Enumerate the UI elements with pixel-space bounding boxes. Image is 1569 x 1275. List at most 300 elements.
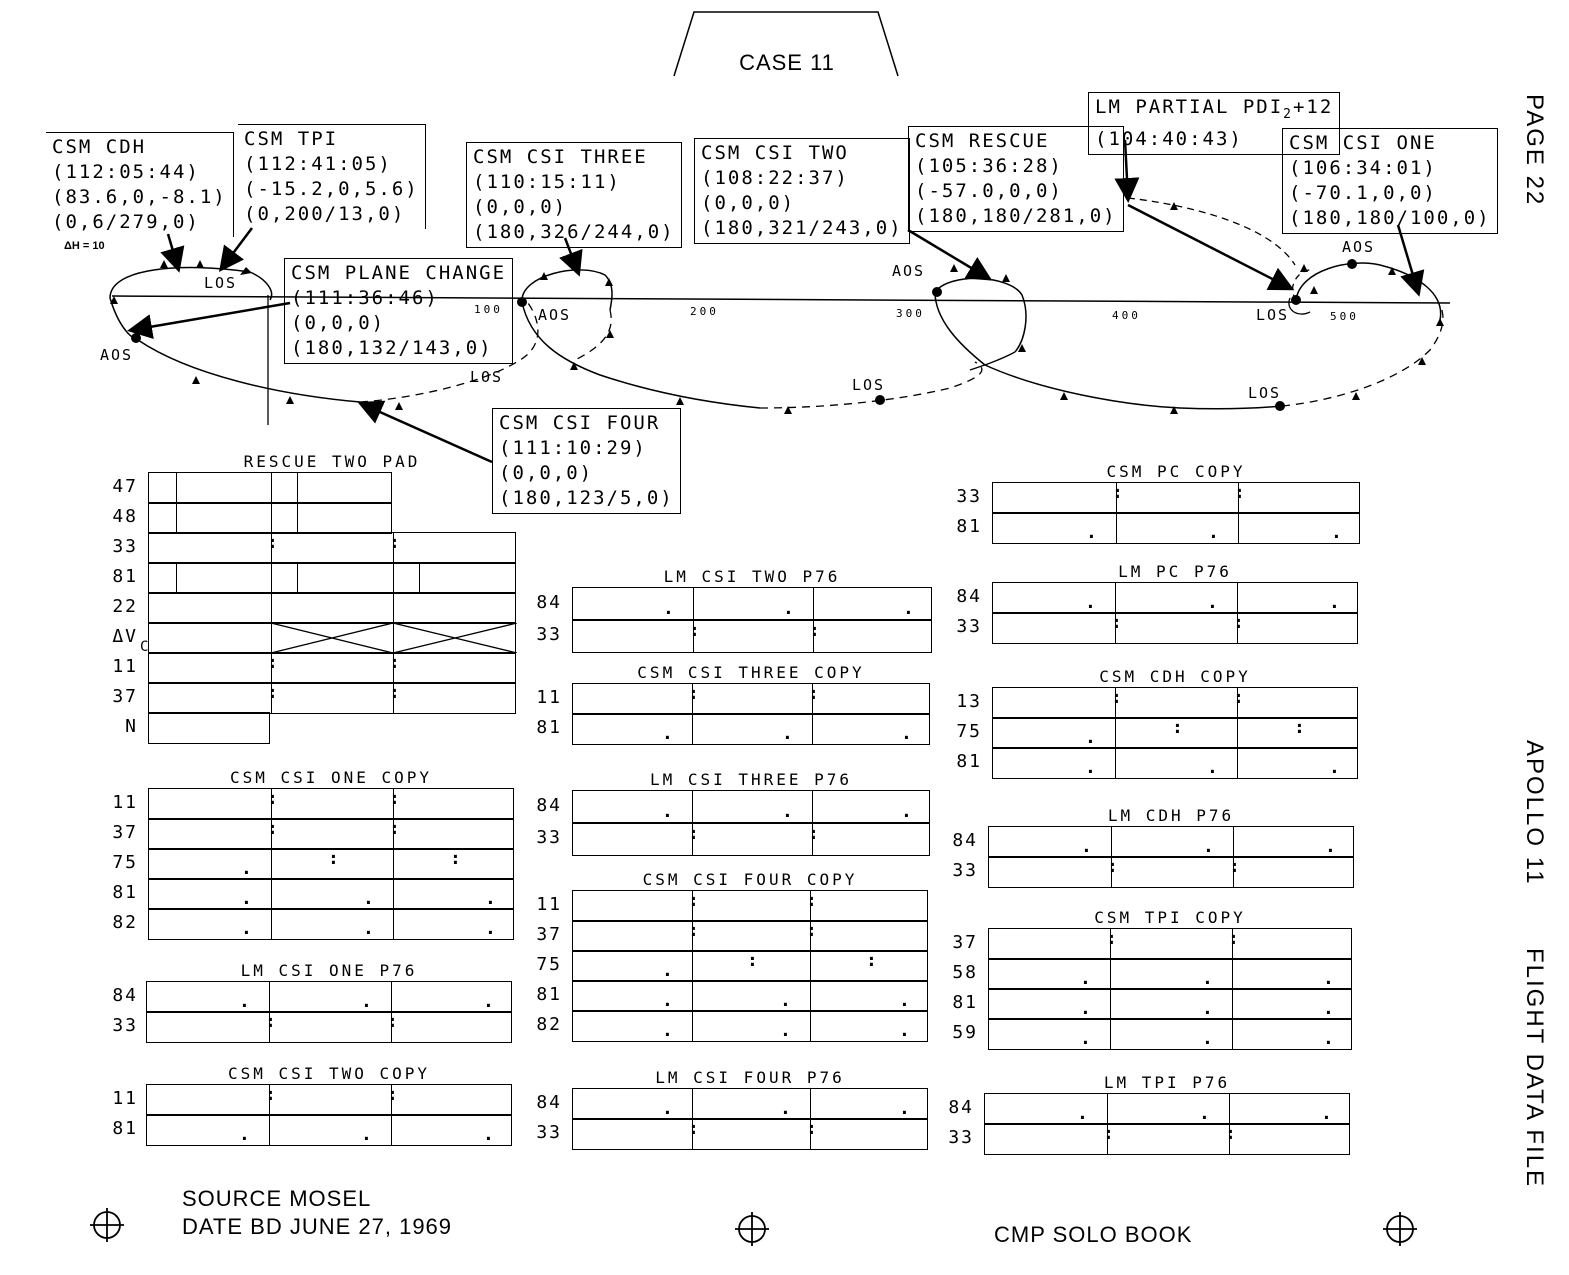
cell-divider <box>810 1089 811 1119</box>
decimal-point: . <box>1323 1028 1334 1049</box>
colon-separator: : <box>689 620 700 641</box>
entry-row[interactable] <box>148 622 516 654</box>
pad-lm-csi-three-p76 <box>534 770 930 858</box>
decimal-point: . <box>485 918 496 939</box>
entry-row[interactable] <box>148 502 392 534</box>
row-code-label: 11 <box>112 792 138 813</box>
row-code-label: 81 <box>536 717 562 738</box>
decimal-point: . <box>662 1020 673 1041</box>
callout-line: (-57.0,0,0) <box>915 180 1063 202</box>
decimal-point: . <box>363 918 374 939</box>
callout-csm-csi-four <box>492 408 681 514</box>
entry-row[interactable] <box>572 980 928 1012</box>
entry-row[interactable] <box>148 652 516 684</box>
colon-separator: : <box>267 652 278 673</box>
colon-separator: : <box>1112 482 1123 503</box>
decimal-point: . <box>1331 522 1342 543</box>
axis-tick-label: 300 <box>896 307 925 320</box>
cell-divider <box>692 1089 693 1119</box>
callout-line: (-15.2,0,5.6) <box>244 178 419 200</box>
entry-row[interactable] <box>148 878 514 910</box>
colon-separator: : <box>387 1011 398 1032</box>
row-code-label: 11 <box>112 656 138 677</box>
decimal-point: . <box>1081 836 1092 857</box>
callout-line: CSM CSI FOUR <box>499 412 661 434</box>
decimal-point: . <box>783 598 794 619</box>
decimal-point: . <box>899 990 910 1011</box>
row-code-label: 11 <box>112 1088 138 1109</box>
los-label: LOS <box>204 274 238 292</box>
decimal-point: . <box>1080 998 1091 1019</box>
cell-divider <box>1232 1019 1233 1049</box>
row-code-label: 37 <box>112 822 138 843</box>
decimal-point: . <box>780 990 791 1011</box>
pad-csm-csi-three-copy <box>534 663 930 747</box>
cell-divider <box>812 714 813 744</box>
cell-divider <box>297 473 298 503</box>
colon-separator: : <box>450 848 461 869</box>
callout-line: (106:34:01) <box>1289 157 1437 179</box>
cell-divider <box>269 1115 270 1145</box>
pad-title: LM PC P76 <box>1118 562 1232 581</box>
callout-line: (-70.1,0,0) <box>1289 182 1437 204</box>
callout-line: (112:05:44) <box>52 161 200 183</box>
decimal-point: . <box>1323 968 1334 989</box>
row-code-label: 33 <box>536 1122 562 1143</box>
entry-row[interactable] <box>148 682 516 714</box>
row-code-label: 84 <box>536 1092 562 1113</box>
cell-divider <box>692 951 693 981</box>
entry-row[interactable] <box>572 683 930 715</box>
callout-line: CSM CDH <box>52 136 147 158</box>
colon-separator: : <box>267 818 278 839</box>
entry-row[interactable] <box>984 1093 1350 1125</box>
colon-separator: : <box>866 950 877 971</box>
pad-title: CSM PC COPY <box>1106 462 1246 481</box>
row-code-label: 84 <box>952 830 978 851</box>
entry-row[interactable] <box>148 908 514 940</box>
decimal-point: . <box>1321 1103 1332 1124</box>
pad-title: LM TPI P76 <box>1103 1073 1231 1092</box>
entry-row[interactable] <box>572 950 928 982</box>
entry-row[interactable] <box>572 790 930 824</box>
crossed-out-cells <box>149 623 517 653</box>
entry-row[interactable] <box>572 713 930 745</box>
callout-line: (180,321/243,0) <box>701 217 903 239</box>
pad-lm-pc-p76 <box>954 562 1358 646</box>
entry-row[interactable] <box>992 512 1360 544</box>
cell-divider <box>393 593 394 623</box>
entry-row[interactable] <box>572 1010 928 1042</box>
entry-row[interactable] <box>146 1084 512 1116</box>
callout-line: (111:36:46) <box>291 287 439 309</box>
callout-line: LM PARTIAL PDI <box>1095 96 1284 118</box>
callout-line: CSM CSI ONE <box>1289 132 1437 154</box>
pad-lm-csi-four-p76 <box>534 1068 928 1152</box>
callout-csm-csi-three <box>466 142 682 248</box>
row-code-label: N <box>125 716 138 737</box>
callout-line: (83.6,0,-8.1) <box>52 186 227 208</box>
decimal-point: . <box>1202 968 1213 989</box>
colon-separator: : <box>747 950 758 971</box>
decimal-point: . <box>780 1098 791 1119</box>
decimal-point: . <box>483 1124 494 1145</box>
entry-row[interactable] <box>146 1011 512 1043</box>
decimal-point: . <box>663 598 674 619</box>
callout-csm-cdh <box>46 132 234 237</box>
pad-title: CSM CSI ONE COPY <box>229 768 433 787</box>
colon-separator: : <box>328 848 339 869</box>
pad-csm-tpi-copy <box>950 908 1352 1052</box>
colon-separator: : <box>806 1118 817 1139</box>
callout-line <box>1095 95 1333 127</box>
axis-tick-label: 400 <box>1112 309 1141 322</box>
cell-divider <box>271 909 272 939</box>
entry-row[interactable] <box>572 890 928 922</box>
colon-separator: : <box>806 920 817 941</box>
colon-separator: : <box>688 920 699 941</box>
callout-line: CSM PLANE CHANGE <box>291 262 507 284</box>
cell-divider <box>1237 748 1238 778</box>
cell-divider <box>393 909 394 939</box>
cell-divider <box>271 849 272 879</box>
colon-separator: : <box>389 682 400 703</box>
decimal-point: . <box>1085 727 1096 748</box>
pad-title: CSM TPI COPY <box>1094 908 1246 927</box>
colon-separator: : <box>1103 1123 1114 1144</box>
row-code-label: 33 <box>112 536 138 557</box>
callout-line: (112:41:05) <box>244 153 392 175</box>
decimal-point: . <box>363 888 374 909</box>
decimal-point: . <box>1325 836 1336 857</box>
colon-separator: : <box>1111 612 1122 633</box>
row-code-label: 37 <box>536 924 562 945</box>
cell-divider <box>271 503 272 533</box>
decimal-point: . <box>239 1124 250 1145</box>
decimal-point: . <box>901 723 912 744</box>
entry-row[interactable] <box>148 592 516 624</box>
cell-divider <box>269 982 270 1012</box>
entry-row[interactable] <box>572 1088 928 1120</box>
entry-row[interactable] <box>148 472 392 504</box>
decimal-point: . <box>1207 592 1218 613</box>
entry-row[interactable] <box>988 928 1352 960</box>
cell-divider <box>692 981 693 1011</box>
cell-divider <box>1115 583 1116 613</box>
colon-separator: : <box>688 823 699 844</box>
decimal-point: . <box>1080 1028 1091 1049</box>
row-code-label: 81 <box>952 992 978 1013</box>
aos-label: AOS <box>538 306 572 324</box>
orbit-loop-2-upper <box>522 270 612 310</box>
cell-divider <box>1238 513 1239 543</box>
decimal-point: . <box>903 598 914 619</box>
decimal-point: . <box>782 723 793 744</box>
callout-line: CSM CSI TWO <box>701 142 849 164</box>
colon-separator: : <box>389 652 400 673</box>
row-code-label: 22 <box>112 596 138 617</box>
row-code-label: 81 <box>956 516 982 537</box>
registration-mark-icon <box>1383 1212 1417 1246</box>
cell-divider <box>271 563 272 593</box>
row-code-label: 33 <box>948 1127 974 1148</box>
entry-row[interactable] <box>148 712 270 744</box>
pad-title: LM CSI FOUR P76 <box>655 1068 845 1087</box>
callout-line: CSM TPI <box>244 128 339 150</box>
page-number: PAGE 22 <box>1521 94 1548 207</box>
row-code-label: 48 <box>112 506 138 527</box>
entry-row[interactable] <box>146 1114 512 1146</box>
entry-row[interactable] <box>992 582 1358 614</box>
entry-row[interactable] <box>988 988 1352 1020</box>
row-code-label: 81 <box>536 984 562 1005</box>
entry-row[interactable] <box>992 747 1358 779</box>
decimal-point: . <box>1329 757 1340 778</box>
cell-divider <box>393 879 394 909</box>
aos-label: AOS <box>100 346 134 364</box>
decimal-point: . <box>899 1098 910 1119</box>
cell-divider <box>297 563 298 593</box>
cell-divider <box>1115 748 1116 778</box>
decimal-point: . <box>1199 1103 1210 1124</box>
cell-divider <box>1110 989 1111 1019</box>
callout-line: (180,326/244,0) <box>473 221 675 243</box>
decimal-point: . <box>361 1124 372 1145</box>
decimal-point: . <box>662 960 673 981</box>
decimal-point: . <box>1086 522 1097 543</box>
entry-row[interactable] <box>988 826 1354 858</box>
delta-v-subscript: C <box>140 639 149 655</box>
cell-divider <box>1110 1019 1111 1049</box>
pad-rescue-two-pad <box>110 452 516 746</box>
cell-divider <box>810 951 811 981</box>
pad-csm-cdh-copy <box>954 667 1358 781</box>
entry-row[interactable] <box>148 788 514 820</box>
entry-row[interactable] <box>572 1118 928 1150</box>
cell-divider <box>1116 513 1117 543</box>
callout-line: (105:36:28) <box>915 155 1063 177</box>
row-code-label: 81 <box>112 566 138 587</box>
callout-line: (180,180/100,0) <box>1289 207 1491 229</box>
decimal-point: . <box>1323 998 1334 1019</box>
colon-separator: : <box>1228 928 1239 949</box>
decimal-point: . <box>1202 1028 1213 1049</box>
entry-row[interactable] <box>572 587 932 621</box>
cell-divider <box>297 503 298 533</box>
cell-divider <box>271 473 272 503</box>
colon-separator: : <box>267 788 278 809</box>
aos-label: AOS <box>892 262 926 280</box>
entry-row[interactable] <box>988 856 1354 888</box>
colon-separator: : <box>688 890 699 911</box>
cell-divider <box>1233 827 1234 857</box>
callout-line: (180,123/5,0) <box>499 487 674 509</box>
pad-title: CSM CSI THREE COPY <box>637 663 865 682</box>
decimal-point: . <box>1329 592 1340 613</box>
pad-title: LM CSI TWO P76 <box>663 567 841 586</box>
colon-separator: : <box>808 823 819 844</box>
colon-separator: : <box>267 532 278 553</box>
callout-csm-csi-two <box>694 138 910 244</box>
row-code-label: 75 <box>112 852 138 873</box>
pad-csm-csi-two-copy <box>110 1064 512 1148</box>
row-code-label: 75 <box>956 721 982 742</box>
decimal-point: . <box>1203 836 1214 857</box>
decimal-point: . <box>485 888 496 909</box>
row-code-label: 84 <box>112 985 138 1006</box>
entry-row[interactable] <box>572 822 930 856</box>
cell-divider <box>419 563 420 593</box>
entry-row[interactable] <box>988 958 1352 990</box>
row-code-label: 81 <box>112 1118 138 1139</box>
decimal-point: . <box>1207 757 1218 778</box>
decimal-point: . <box>1080 968 1091 989</box>
colon-separator: : <box>265 1011 276 1032</box>
los-label: LOS <box>852 376 886 394</box>
row-code-label: 11 <box>536 687 562 708</box>
cell-divider <box>1232 989 1233 1019</box>
row-code-label: 84 <box>536 795 562 816</box>
colon-separator: : <box>1233 687 1244 708</box>
decimal-point: . <box>1077 1103 1088 1124</box>
callout-line: (0,0,0) <box>291 312 386 334</box>
callout-subscript: 2 <box>1283 106 1293 122</box>
callout-line: (180,180/281,0) <box>915 205 1117 227</box>
entry-row[interactable] <box>992 482 1360 514</box>
colon-separator: : <box>688 683 699 704</box>
decimal-point: . <box>483 991 494 1012</box>
pad-csm-csi-four-copy <box>534 870 928 1044</box>
cell-divider <box>1111 827 1112 857</box>
decimal-point: . <box>901 801 912 822</box>
row-code-label: 33 <box>536 827 562 848</box>
pad-title: LM CDH P76 <box>1107 806 1235 825</box>
entry-row[interactable] <box>992 717 1358 749</box>
row-code-label: 82 <box>536 1014 562 1035</box>
callout-line: (0,200/13,0) <box>244 203 406 225</box>
row-code-label: 37 <box>952 932 978 953</box>
entry-row[interactable] <box>988 1018 1352 1050</box>
cell-divider <box>176 473 177 503</box>
axis-tick-label: 100 <box>474 303 503 316</box>
los-label: LOS <box>1248 384 1282 402</box>
callout-line: (0,0,0) <box>473 196 568 218</box>
pad-title: LM CSI THREE P76 <box>649 770 853 789</box>
decimal-point: . <box>662 801 673 822</box>
registration-mark-icon <box>735 1212 769 1246</box>
pad-title: RESCUE TWO PAD <box>243 452 421 471</box>
cell-divider <box>692 791 693 823</box>
decimal-point: . <box>1085 592 1096 613</box>
cell-divider <box>176 503 177 533</box>
decimal-point: . <box>241 858 252 879</box>
callout-suffix: +12 <box>1292 96 1334 118</box>
row-code-label: 33 <box>956 486 982 507</box>
row-code-label: 81 <box>956 751 982 772</box>
colon-separator: : <box>389 818 400 839</box>
pad-title: CSM CSI TWO COPY <box>227 1064 431 1083</box>
entry-row[interactable] <box>148 562 516 594</box>
aos-label: AOS <box>1342 238 1376 256</box>
entry-row[interactable] <box>146 981 512 1013</box>
decimal-point: . <box>239 991 250 1012</box>
row-code-label: 81 <box>112 882 138 903</box>
decimal-point: . <box>780 1020 791 1041</box>
colon-separator: : <box>389 788 400 809</box>
pad-title: LM CSI ONE P76 <box>240 961 418 980</box>
cell-divider <box>1237 718 1238 748</box>
row-code-label: 33 <box>112 1015 138 1036</box>
row-code-label: 84 <box>956 586 982 607</box>
footer-source: SOURCE MOSEL <box>182 1186 372 1211</box>
cell-divider <box>391 1115 392 1145</box>
entry-row[interactable] <box>572 619 932 653</box>
mission-label: APOLLO 11 <box>1521 740 1548 886</box>
colon-separator: : <box>389 532 400 553</box>
pad-title: CSM CDH COPY <box>1099 667 1251 686</box>
row-code-label: 37 <box>112 686 138 707</box>
decimal-point: . <box>782 801 793 822</box>
decimal-point: . <box>899 1020 910 1041</box>
row-code-label: 33 <box>536 624 562 645</box>
entry-row[interactable] <box>148 848 514 880</box>
decimal-point: . <box>361 991 372 1012</box>
colon-separator: : <box>809 620 820 641</box>
entry-row[interactable] <box>148 532 516 564</box>
cell-divider <box>393 849 394 879</box>
pad-lm-csi-one-p76 <box>110 961 512 1045</box>
los-label: LOS <box>1256 306 1290 324</box>
axis-tick-label: 500 <box>1330 310 1359 323</box>
row-code-label: 33 <box>952 860 978 881</box>
registration-mark-icon <box>90 1208 124 1242</box>
entry-row[interactable] <box>992 687 1358 719</box>
entry-row[interactable] <box>992 612 1358 644</box>
decimal-point: . <box>662 723 673 744</box>
pad-lm-tpi-p76 <box>946 1073 1350 1157</box>
cell-divider <box>810 1011 811 1041</box>
cell-divider <box>1237 583 1238 613</box>
pad-lm-cdh-p76 <box>950 806 1354 890</box>
flight-data-file-label: FLIGHT DATA FILE <box>1521 948 1548 1189</box>
row-code-label: 75 <box>536 954 562 975</box>
cell-divider <box>271 593 272 623</box>
row-code-label: ΔV <box>112 626 138 647</box>
colon-separator: : <box>265 1084 276 1105</box>
entry-row[interactable] <box>984 1123 1350 1155</box>
pad-lm-csi-two-p76 <box>534 567 932 655</box>
row-code-label: 59 <box>952 1022 978 1043</box>
cell-divider <box>812 791 813 823</box>
callout-line: CSM CSI THREE <box>473 146 648 168</box>
colon-separator: : <box>1111 687 1122 708</box>
colon-separator: : <box>1229 856 1240 877</box>
footer-date: DATE BD JUNE 27, 1969 <box>182 1214 453 1239</box>
colon-separator: : <box>267 682 278 703</box>
los-label: LOS <box>470 368 504 386</box>
cell-divider <box>393 563 394 593</box>
pad-csm-pc-copy <box>954 462 1360 546</box>
row-code-label: 13 <box>956 691 982 712</box>
cell-divider <box>1107 1094 1108 1124</box>
colon-separator: : <box>1106 928 1117 949</box>
entry-row[interactable] <box>148 818 514 850</box>
callout-line: (180,132/143,0) <box>291 337 493 359</box>
row-code-label: 33 <box>956 616 982 637</box>
callout-line: (104:40:43) <box>1095 127 1243 150</box>
colon-separator: : <box>387 1084 398 1105</box>
entry-row[interactable] <box>572 920 928 952</box>
